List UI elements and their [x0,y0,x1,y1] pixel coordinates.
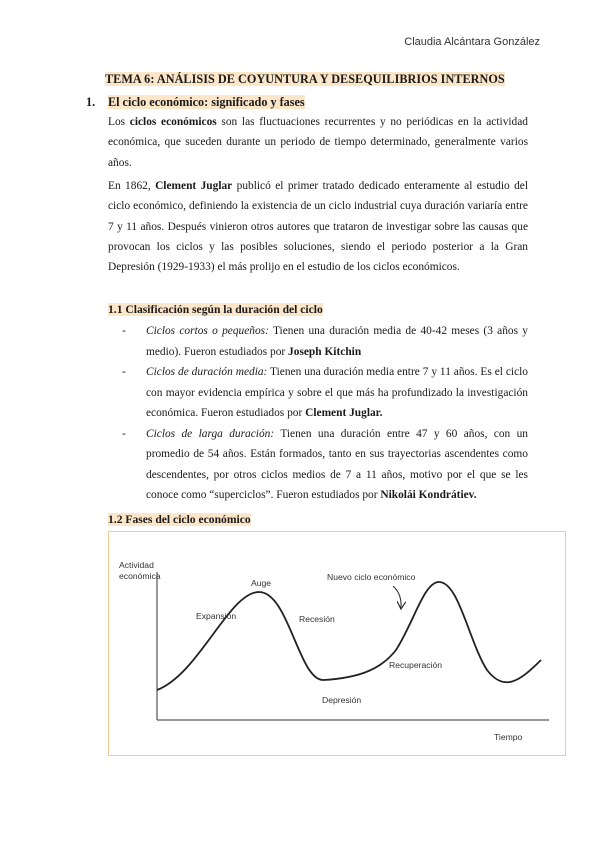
chart-svg [109,532,567,757]
x-axis-label: Tiempo [494,732,523,742]
list-item-author: Nikolái Kondrátiev. [380,489,477,501]
document-title-text: TEMA 6: ANÁLISIS DE COYUNTURA Y DESEQUILIBRIOS INTERNOS [105,72,505,86]
list-item-term: Ciclos cortos o pequeños: [146,325,269,337]
list-item-text: Tienen una duración media entre 7 y 11 años. Es el ciclo con mayor evidencia empírica y sobre el que más ha profundizado la investigación económica. Fueron estudiados por [146,366,528,419]
annotation-recuperacion: Recuperación [389,660,443,670]
list-item-text: Tienen una duración media de 40-42 meses (3 años y medio). Fueron estudiados por [146,325,529,358]
annotation-depresion: Depresión [322,695,362,705]
annotation-nuevo-ciclo: Nuevo ciclo económico [327,572,416,582]
list-dash: - [122,325,126,337]
list-item-text: Tienen una duración entre 47 y 60 años, con un promedio de 54 años. Están formados, tanto en sus trayectorias ascendentes como descendentes, por otros ciclos medios de 7 a 11 años, motivo por el que se les conoce como “superciclos”. Fueron estudiados por [146,427,528,501]
list-item-term: Ciclos de duración media: [146,366,268,378]
section-1-title: El ciclo económico: significado y fases [108,95,305,109]
new-cycle-arrow [393,586,401,608]
p2-start: En 1862, [108,180,156,192]
paragraph-history [108,176,528,277]
cycle-types-list [108,321,528,506]
list-item [108,362,528,424]
annotation-auge: Auge [251,578,272,588]
cycle-curve [157,582,541,690]
annotation-expansion: Expansión [196,611,237,621]
business-cycle-chart [108,531,566,756]
list-item-author: Joseph Kitchin [288,345,362,358]
section-1-heading [86,94,305,110]
annotation-recesion: Recesión [299,614,335,624]
section-1-2-heading [108,512,251,528]
list-item-author: Clement Juglar. [305,407,383,419]
p1-end: son las fluctuaciones recurrentes y no periódicas en la actividad económica, que suceden durante un periodo de tiempo determinado, generalmente varios años. [108,116,528,169]
document-title [105,71,505,87]
p2-end: publicó el primer tratado dedicado enteramente al estudio del ciclo económico, definiendo la existencia de un ciclo industrial cuya duración variaría entre 7 y 11 años. Después vinieron otros autores que trataron de investigar sobre las causas que provocan los ciclos y las posibles soluciones, siendo el periodo posterior a la Gran Depresión (1929-1933) el más prolijo en el estudio de los ciclos económicos. [108,180,529,274]
section-1-number: 1. [86,95,96,109]
list-dash: - [122,366,126,378]
section-1-1-title: 1.1 Clasificación según la duración del ciclo [108,303,323,316]
y-axis-label-line2: económica [119,571,161,581]
list-item-term: Ciclos de larga duración: [146,427,275,440]
list-item [108,321,528,362]
list-item [108,424,528,506]
p1-bold: ciclos económicos [129,116,217,128]
section-1-1-heading [108,302,323,318]
section-1-2-title: 1.2 Fases del ciclo económico [108,513,251,526]
y-axis-label-line1: Actividad [119,560,154,570]
p2-bold: Clement Juglar [155,180,233,192]
list-dash: - [122,427,126,440]
author-name: Claudia Alcántara González [404,36,540,48]
p1-start: Los [108,116,130,128]
paragraph-definition [108,112,528,173]
